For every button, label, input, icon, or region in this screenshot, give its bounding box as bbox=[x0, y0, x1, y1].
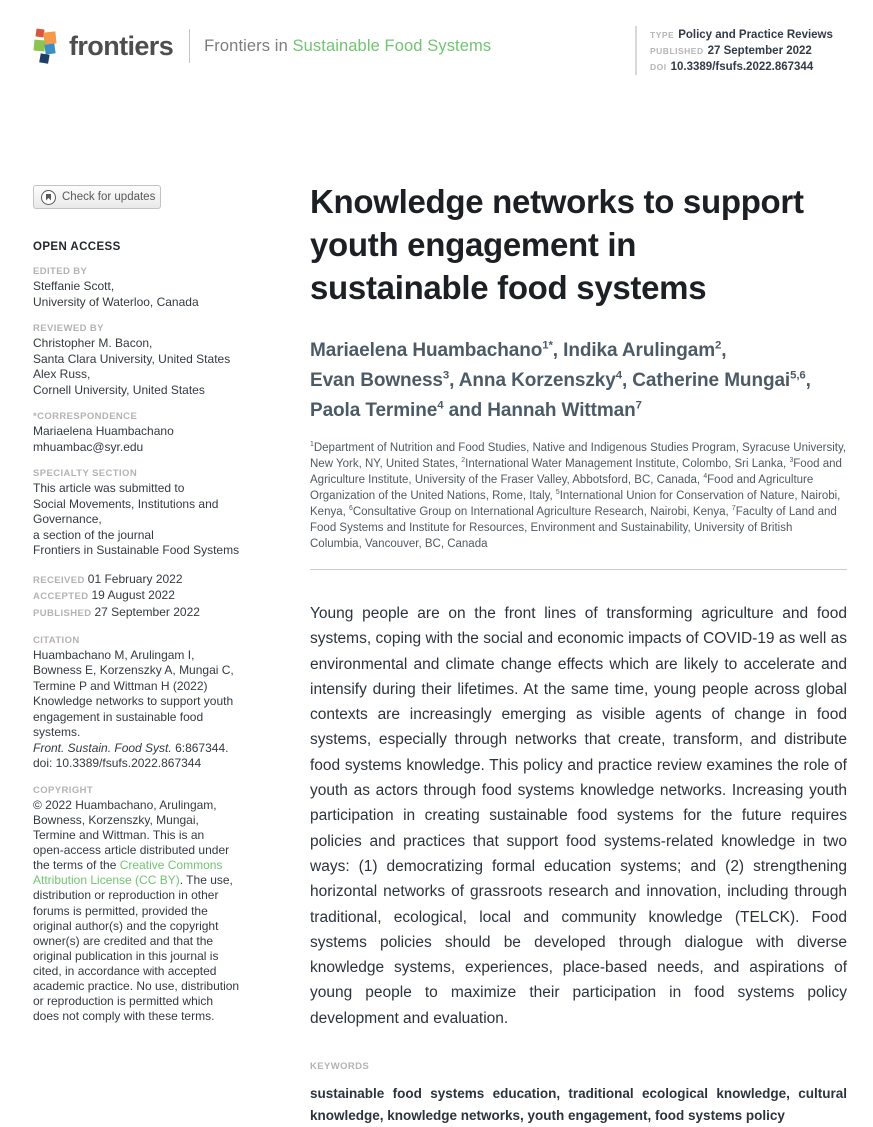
keywords-text: sustainable food systems education, traditional ecological knowledge, cultural knowledge, knowledge networks, youth engagement, food systems policy bbox=[310, 1086, 847, 1124]
specialty-section-text: This article was submitted to Social Movements, Institutions and Governance, a section of the journal Frontiers in Sustainable Food Systems bbox=[33, 481, 240, 557]
received-value: 01 February 2022 bbox=[87, 571, 183, 586]
check-for-updates-button[interactable] bbox=[33, 185, 161, 209]
received-date bbox=[33, 572, 295, 589]
accepted-date bbox=[33, 588, 295, 605]
accepted-label: ACCEPTED bbox=[33, 591, 89, 603]
correspondence-text[interactable]: Mariaelena Huambachano mhuambac@syr.edu bbox=[33, 424, 174, 454]
meta-published bbox=[650, 43, 847, 59]
edited-by-label: EDITED BY bbox=[33, 266, 88, 277]
check-for-updates-label: Check for updates bbox=[62, 191, 156, 203]
article-sidebar bbox=[33, 185, 295, 1024]
article-content bbox=[310, 180, 847, 1127]
abstract-divider bbox=[310, 569, 847, 570]
meta-type bbox=[650, 27, 847, 43]
meta-type-label: TYPE bbox=[650, 30, 675, 40]
journal-title bbox=[204, 37, 491, 56]
copyright-label: COPYRIGHT bbox=[33, 784, 94, 796]
meta-published-value: 27 September 2022 bbox=[707, 45, 812, 57]
article-dates bbox=[33, 572, 295, 622]
published-date bbox=[33, 605, 295, 622]
reviewed-by-text: Christopher M. Bacon, Santa Clara University, United States Alex Russ, Cornell University, United States bbox=[33, 336, 231, 397]
keywords-label: KEYWORDS bbox=[310, 1061, 370, 1073]
citation-text: Huambachano M, Arulingam I, Bowness E, Korzenszky A, Mungai C, Termine P and Wittman H (2022) Knowledge networks to support youth engagement in sustainable food systems. Front. Sustain. Food Syst. 6:867344. doi: 10.3389/fsufs.2022.867344 bbox=[33, 647, 234, 771]
author-list: Mariaelena Huambachano$^{1*}$, Indika Arulingam$^2$, Evan Bowness$^3$, Anna Korzenszky$^4$, Catherine Mungai$^{5,6}$, Paola Termine$^4$ and Hannah Wittman$^7$ bbox=[310, 339, 811, 421]
specialty-section-label: SPECIALTY SECTION bbox=[33, 468, 138, 479]
cc-by-license-link[interactable]: Creative Commons Attribution License (CC BY) bbox=[33, 858, 223, 888]
meta-doi bbox=[650, 59, 847, 75]
abstract-text: Young people are on the front lines of transforming agriculture and food systems, coping with the social and economic impacts of COVID-19 as well as environmental and climate change effects which are likely to accelerate and intensify during their lifetimes. At the same time, young people across global contexts are increasingly emerging as visible agents of change in food systems, especially through networks that create, transform, and distribute food systems knowledge. This policy and practice review examines the role of youth as actors through food systems knowledge networks. Increasing youth participation in creating sustainable food systems for the future requires policies and practices that support food systems-related knowledge in two ways: (1) democratizing formal education systems; and (2) strengthening horizontal networks of grassroots research and innovation, including through traditional, ecological, local and community knowledge (TELCK). Food systems policies should be developed through dialogue with diverse knowledge systems, experiences, place-based needs, and aspirations of young people to maximize their participation in food systems policy development and evaluation. bbox=[310, 605, 847, 1027]
reviewed-by-label: REVIEWED BY bbox=[33, 323, 104, 334]
copyright-text: © 2022 Huambachano, Arulingam, Bowness, Korzenszky, Mungai, Termine and Wittman. This is an open-access article distributed under the terms of the Creative Commons Attribution License (CC BY). The use, distribution or reproduction in other forums is permitted, provided the original author(s) and the copyright owner(s) are credited and that the original publication in this journal is cited, in accordance with accepted academic practice. No use, distribution or reproduction is permitted which does not comply with these terms. bbox=[33, 797, 240, 1024]
journal-header bbox=[31, 26, 847, 75]
meta-doi-label: DOI bbox=[650, 62, 667, 72]
published-value: 27 September 2022 bbox=[94, 605, 200, 620]
correspondence-section bbox=[33, 411, 295, 455]
meta-type-value: Policy and Practice Reviews bbox=[678, 29, 833, 41]
frontiers-brand bbox=[31, 26, 491, 66]
meta-published-label: PUBLISHED bbox=[650, 46, 704, 56]
citation-section bbox=[33, 635, 295, 772]
meta-doi-value: 10.3389/fsufs.2022.867344 bbox=[670, 61, 814, 73]
reviewed-by-section bbox=[33, 323, 295, 398]
crossmark-icon bbox=[41, 190, 56, 205]
received-label: RECEIVED bbox=[33, 574, 85, 586]
edited-by-text: Steffanie Scott, University of Waterloo, Canada bbox=[33, 279, 199, 309]
brand-name: frontiers bbox=[69, 30, 174, 61]
affiliations: $^1$Department of Nutrition and Food Studies, Native and Indigenous Studies Program, Syracuse University, New York, NY, United States, $^2$International Water Management Institute, Colombo, Sri Lanka, $^3$Food and Agriculture Institute, University of the Fraser Valley, Abbotsford, BC, Canada, $^4$Food and Agriculture Organization of the United Nations, Rome, Italy, $^5$International Union for Conservation of Nature, Nairobi, Kenya, $^6$Consultative Group on International Agriculture Research, Nairobi, Kenya, $^7$Faculty of Land and Food Systems and Institute for Resources, Environment and Sustainability, University of British Columbia, Vancouver, BC, Canada bbox=[310, 441, 847, 550]
frontiers-logo-icon bbox=[31, 28, 61, 68]
journal-prefix: Frontiers in bbox=[204, 36, 293, 55]
edited-by-section bbox=[33, 266, 295, 310]
article-title: Knowledge networks to support youth engagement in sustainable food systems bbox=[310, 183, 804, 306]
accepted-value: 19 August 2022 bbox=[91, 588, 175, 603]
specialty-section bbox=[33, 468, 295, 559]
article-meta bbox=[635, 26, 847, 75]
open-access-heading: OPEN ACCESS bbox=[33, 241, 121, 253]
published-label: PUBLISHED bbox=[33, 608, 92, 620]
copyright-section bbox=[33, 785, 295, 1024]
journal-name: Sustainable Food Systems bbox=[292, 36, 492, 55]
correspondence-label: *CORRESPONDENCE bbox=[33, 411, 138, 422]
citation-label: CITATION bbox=[33, 634, 80, 646]
header-divider bbox=[189, 29, 190, 63]
